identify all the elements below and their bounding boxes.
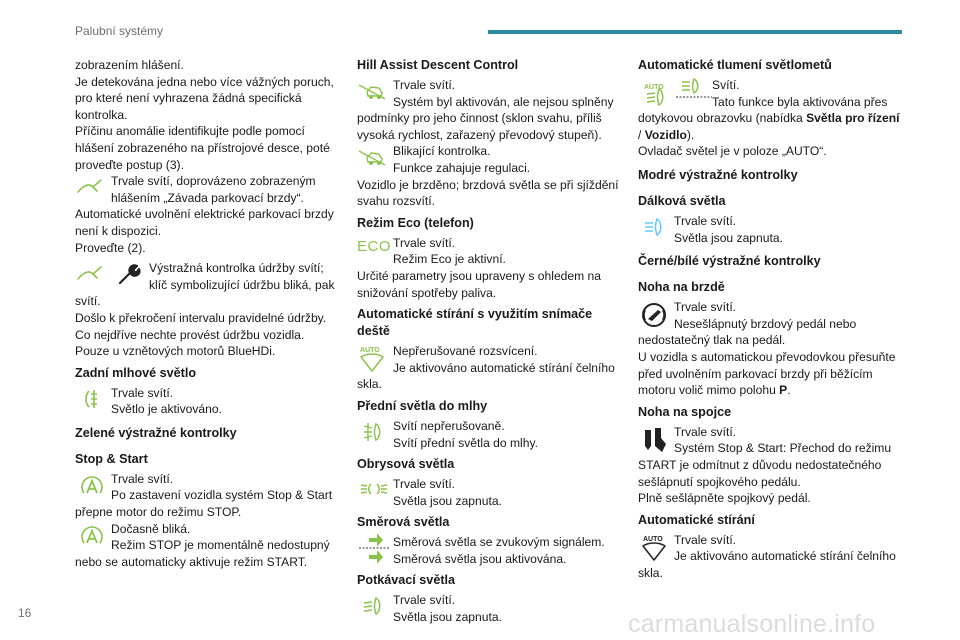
page-number: 16	[18, 606, 32, 620]
indicator-row: ECO Trvale svítí. Režim Eco je aktivní.	[357, 235, 506, 267]
service-wrench-icon	[75, 260, 149, 290]
section-heading: Hill Assist Descent Control	[357, 58, 519, 72]
indicator-row: Blikající kontrolka. Funkce zahajuje regulaci.	[357, 143, 623, 176]
hill-descent-icon	[357, 77, 393, 107]
column-2: Hill Assist Descent Control Trvale svítí. Systém byl aktivován, ale nejsou splněny podmínky pro jeho činnost (sklon svahu, příliš vysoká rychlost, zařazený převodový stupeň). Blikající kontrolka. Funkce zahajuje regulaci. Vozidlo je brzděno; brzdová světla se při sjíždění svahu rozsvítí. Režim Eco (telefon) ECO Trvale svítí. Režim Eco je aktivní. Určité parametry jsou upraveny s ohledem na snižování spotřeby paliva. Automatické stírání s využitím snímače deště AUTO Nepřerušované rozsvícení. Je aktivováno automatické stírání čelního skla. Přední světla do mlhy Svítí nepřerušovaně. Svítí přední světla do mlhy. Obrysová světla Trvale svítí. Světla jsou zapnuta. Směrová světla Směrová světla se zvukovým signálem. Směrová světla jsou aktivována. Potkávací světla Trvale svítí. Světla jsou zapnuta.	[357, 57, 623, 626]
paragraph: Příčinu anomálie identifikujte podle pomocí hlášení zobrazeného na přístrojové desce, poté proveďte postup (3).	[75, 124, 330, 172]
watermark: carmanualsonline.info	[628, 610, 876, 638]
dipped-beam-icon	[357, 592, 393, 622]
turn-signal-icon	[357, 534, 393, 564]
auto-wiper-icon	[638, 532, 674, 562]
indicator-row: AUTO Trvale svítí. Je aktivováno automatické stírání čelního	[638, 532, 904, 565]
indicator-row: Trvale svítí. Systém byl aktivován, ale nejsou splněny	[357, 77, 623, 110]
indicator-row: AUTO Svítí. Tato funkce byla aktivována přes	[638, 77, 904, 110]
section-heading: Černé/bílé výstražné kontrolky	[638, 254, 821, 269]
section-heading: Potkávací světla	[357, 573, 456, 588]
section-heading: Zadní mlhové světlo	[75, 365, 197, 380]
stop-start-icon	[75, 471, 111, 501]
indicator-row: Trvale svítí. Nesešlápnutý brzdový pedál nebo	[638, 299, 904, 332]
auto-dip-headlamp-icon	[638, 77, 712, 107]
indicator-row: Směrová světla se zvukovým signálem. Směrová světla jsou aktivována.	[357, 534, 623, 567]
indicator-row: Trvale svítí. Světlo je aktivováno.	[75, 385, 341, 418]
column-3: Automatické tlumení světlometů AUTO Svítí. Tato funkce byla aktivována přes dotykovou obrazovku (nabídka Světla pro řízení / Vozidlo). Ovladač světel je v poloze „AUTO“. Modré výstražné kontrolky Dálková světla Trvale svítí. Světla jsou zapnuta. Černé/bílé výstražné kontrolky Noha na brzdě Trvale svítí. Nesešlápnutý brzdový pedál nebo nedostatečný tlak na pedál. U vozidla s automatickou převodovkou přesuňte před uvolněním parkovací brzdy při běžícím motoru volič mimo polohu P. Noha na spojce Trvale svítí. Systém Stop & Start: Přechod do režimu START je odmítnut z důvodu nedostatečného sešlápnutí spojkového pedálu. Plně sešlápněte spojkový pedál. Automatické stírání AUTO Trvale svítí. Je aktivováno automatické stírání čelního skla.	[638, 57, 904, 581]
eco-icon-text: ECO	[357, 237, 392, 255]
stop-start-icon	[75, 521, 111, 551]
section-heading: Stop & Start	[75, 451, 148, 466]
running-header: Palubní systémy	[75, 24, 164, 38]
section-heading: Dálková světla	[638, 193, 726, 208]
section-heading: Směrová světla	[357, 515, 450, 530]
indicator-row: Svítí nepřerušovaně. Svítí přední světla do mlhy.	[357, 418, 623, 451]
hill-descent-icon	[357, 143, 393, 173]
section-heading: Noha na brzdě	[638, 280, 725, 295]
paragraph: Je detekována jedna nebo více vážných poruch, pro které není vyhrazena žádná specifická kontrolka.	[75, 74, 334, 122]
indicator-row: Výstražná kontrolka údržby svítí; klíč symbolizující údržbu bliká, pak	[75, 260, 341, 293]
section-heading: Zelené výstražné kontrolky	[75, 425, 237, 440]
section-heading: Automatické stírání	[638, 512, 755, 527]
foot-on-clutch-icon	[638, 424, 674, 454]
auto-wiper-icon	[357, 343, 393, 373]
paragraph: zobrazením hlášení.	[75, 58, 184, 72]
auto-icon-text: AUTO	[360, 347, 380, 355]
section-heading: Noha na spojce	[638, 404, 732, 419]
parking-brake-fault-icon	[75, 173, 111, 203]
front-fog-light-icon	[357, 418, 393, 448]
header-accent-bar	[488, 30, 902, 34]
indicator-row: Trvale svítí. Světla jsou zapnuta.	[357, 476, 623, 509]
main-beam-icon	[638, 213, 674, 243]
foot-on-brake-icon	[638, 299, 674, 329]
indicator-row: Trvale svítí. Systém Stop & Start: Přechod do režimu	[638, 424, 904, 457]
section-heading: Modré výstražné kontrolky	[638, 167, 798, 182]
section-heading: Automatické tlumení světlometů	[638, 58, 832, 72]
auto-icon-text: AUTO	[644, 84, 664, 91]
indicator-row: Dočasně bliká. Režim STOP je momentálně nedostupný	[75, 521, 341, 554]
indicator-row: Trvale svítí. Světla jsou zapnuta.	[357, 592, 623, 625]
section-heading: Automatické stírání s využitím snímače deště	[357, 307, 593, 339]
indicator-row: Trvale svítí. Po zastavení vozidla systém Stop & Start	[75, 471, 341, 504]
side-lights-icon	[357, 476, 393, 506]
section-heading: Režim Eco (telefon)	[357, 215, 474, 230]
section-heading: Obrysová světla	[357, 457, 455, 472]
indicator-row: Trvale svítí. Světla jsou zapnuta.	[638, 213, 904, 246]
column-1: zobrazením hlášení. Je detekována jedna nebo více vážných poruch, pro které není vyhrazena žádná specifická kontrolka. Příčinu anomálie identifikujte podle pomocí hlášení zobrazeného na přístrojové desce, poté proveďte postup (3). Trvale svítí, doprovázeno zobrazeným hlášením „Závada parkovací brzdy“. Automatické uvolnění elektrické parkovací brzdy není k dispozici. Proveďte (2). Výstražná kontrolka údržby svítí; klíč symbolizující údržbu bliká, pak svítí. Došlo k překročení intervalu pravidelné údržby. Co nejdříve nechte provést údržbu vozidla. Pouze u vznětových motorů BlueHDi. Zadní mlhové světlo Trvale svítí. Světlo je aktivováno. Zelené výstražné kontrolky Stop & Start Trvale svítí. Po zastavení vozidla systém Stop & Start přepne motor do režimu STOP. Dočasně bliká. Režim STOP je momentálně nedostupný nebo se automaticky aktivuje režim START.	[75, 57, 341, 570]
section-heading: Přední světla do mlhy	[357, 398, 488, 413]
eco-mode-icon	[357, 235, 393, 265]
auto-icon-text: AUTO	[643, 535, 663, 543]
indicator-row: Trvale svítí, doprovázeno zobrazeným hlášením „Závada parkovací brzdy“.	[75, 173, 341, 206]
rear-fog-light-icon	[75, 385, 111, 415]
indicator-row: AUTO Nepřerušované rozsvícení. Je aktivováno automatické stírání čelního	[357, 343, 623, 376]
